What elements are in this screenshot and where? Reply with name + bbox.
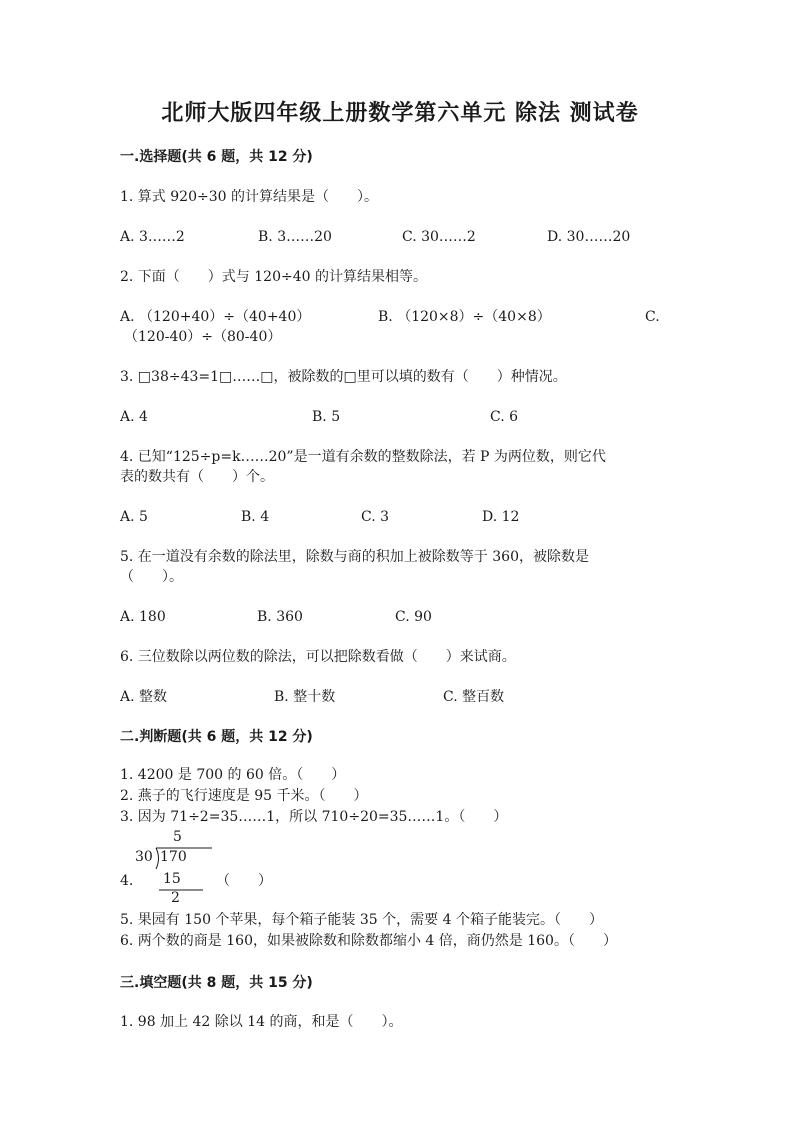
product-number: 15	[163, 871, 181, 887]
fill-item: 1. 98 加上 42 除以 14 的商，和是（ ）。	[120, 1014, 403, 1030]
option-a: A. 3……2	[120, 229, 185, 245]
judgement-item: 3. 因为 71÷2=35……1，所以 710÷20=35……1。（ ）	[120, 809, 508, 825]
option-b: B. 360	[257, 609, 303, 625]
option-b: B. 4	[241, 509, 270, 525]
section-heading-fill: 三.填空题(共 8 题，共 15 分)	[120, 975, 313, 991]
question-stem-line1: 5. 在一道没有余数的除法里，除数与商的积加上被除数等于 360，被除数是	[120, 549, 589, 565]
subtraction-line	[159, 889, 203, 891]
judgement-item: 1. 4200 是 700 的 60 倍。（ ）	[120, 767, 346, 783]
option-c: C. 3	[361, 509, 390, 525]
section-heading-choice: 一.选择题(共 6 题，共 12 分)	[120, 149, 313, 165]
remainder-number: 2	[171, 890, 180, 906]
question-stem: 2. 下面（ ）式与 120÷40 的计算结果相等。	[120, 269, 427, 285]
section-heading-judgement: 二.判断题(共 6 题，共 12 分)	[120, 729, 313, 745]
divisor-number: 30	[135, 849, 153, 865]
judgement-item-number: 4.	[120, 873, 134, 889]
judgement-item: 5. 果园有 150 个苹果，每个箱子能装 35 个，需要 4 个箱子能装完。（ ）	[120, 912, 603, 928]
dividend-number: 170	[160, 849, 187, 865]
option-c: C. 6	[490, 409, 519, 425]
question-stem: 6. 三位数除以两位数的除法，可以把除数看做（ ）来试商。	[120, 649, 516, 665]
quotient-digit: 5	[173, 829, 182, 845]
long-division-diagram	[135, 829, 225, 909]
option-d: D. 30……20	[547, 229, 631, 245]
option-c-text: （120-40）÷（80-40）	[124, 329, 282, 345]
question-stem: 3. □38÷43=1□……□，被除数的□里可以填的数有（ ）种情况。	[120, 369, 567, 385]
option-a: A. 180	[120, 609, 166, 625]
option-b: B. 5	[312, 409, 341, 425]
option-a: A. 5	[120, 509, 148, 525]
option-c: C.	[645, 309, 660, 325]
option-a: A. （120+40）÷（40+40）	[120, 309, 311, 325]
option-a: A. 4	[120, 409, 148, 425]
option-d: D. 12	[482, 509, 520, 525]
option-a: A. 整数	[120, 689, 168, 705]
question-stem-line2: 表的数共有（ ）个。	[120, 469, 274, 485]
option-c: C. 90	[395, 609, 432, 625]
answer-bracket: （ ）	[216, 873, 272, 889]
option-b: B. 整十数	[274, 689, 336, 705]
question-stem: 1. 算式 920÷30 的计算结果是（ ）。	[120, 189, 378, 205]
question-stem-line1: 4. 已知“125÷p=k……20”是一道有余数的整数除法，若 P 为两位数，则它代	[120, 449, 606, 465]
option-c: C. 30……2	[402, 229, 476, 245]
page-title: 北师大版四年级上册数学第六单元 除法 测试卷	[161, 101, 639, 126]
judgement-item: 2. 燕子的飞行速度是 95 千米。（ ）	[120, 788, 368, 804]
option-b: B. （120×8）÷（40×8）	[378, 309, 551, 325]
option-c: C. 整百数	[443, 689, 505, 705]
question-stem-line2: （ ）。	[120, 569, 183, 585]
judgement-item: 6. 两个数的商是 160，如果被除数和除数都缩小 4 倍，商仍然是 160。（ ）	[120, 933, 617, 949]
option-b: B. 3……20	[258, 229, 332, 245]
